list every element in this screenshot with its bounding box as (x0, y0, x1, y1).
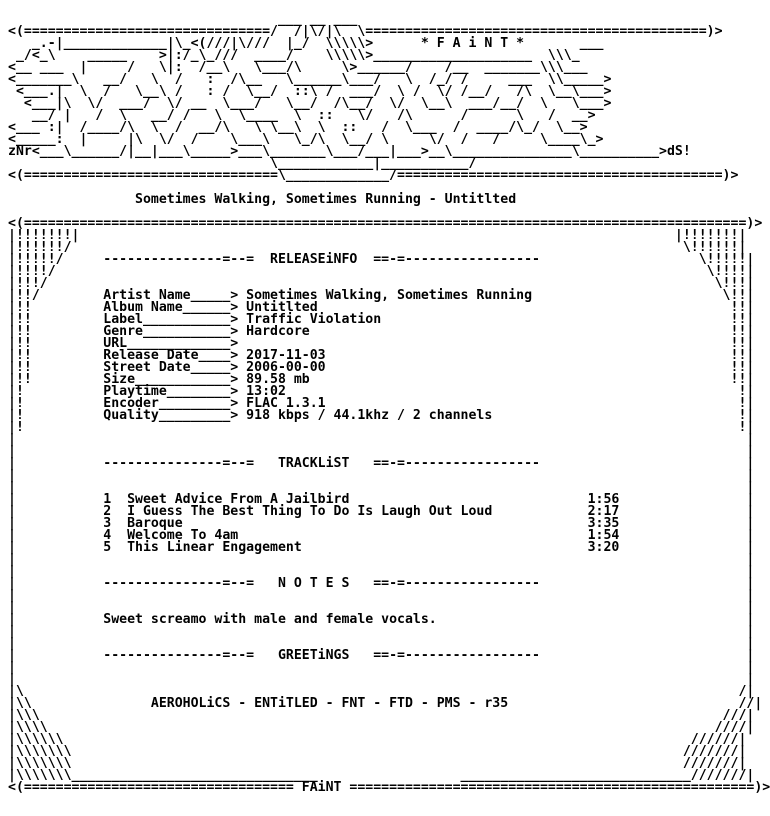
nfo-line: |!!!!/ \!!!!| (8, 264, 755, 279)
nfo-line: | 1 Sweet Advice From A Jailbird 1:56 | (8, 492, 755, 507)
nfo-line: |! Playtime________> 13:02 !| (8, 384, 755, 399)
nfo-line: Sometimes Walking, Sometimes Running - Untitlted (8, 192, 517, 207)
nfo-line: |!! Label___________> Traffic Violation !!| (8, 312, 755, 327)
nfo-line: | | (8, 588, 755, 603)
nfo-text (8, 14, 770, 794)
nfo-line: |!! Street Date_____> 2006-00-00 !!| (8, 360, 755, 375)
nfo-line: | ---------------=--= N O T E S ==-=----------------- | (8, 576, 755, 591)
nfo-line: | | (8, 432, 755, 447)
nfo-line: <(===========================================================================================)> (8, 216, 763, 231)
nfo-line: <___|\ \/ ___/ \/ __ \___/ \__/ /\__/ \/ \__\ ___/__/ \ \___> (8, 96, 612, 111)
nfo-line: \____________|___________/ (8, 156, 477, 171)
nfo-line: |\\\\\\ //////| (8, 732, 747, 747)
nfo-line: | | (8, 600, 755, 615)
nfo-line: <___.| \ / \__\ / : / \__/ ::\ / ___/ \ / \/ /__/ /\ \__\___> (8, 84, 612, 99)
nfo-line: <(================================\_____________/=========================================)> (8, 168, 739, 183)
nfo-line: |\\\\\\\ ///////| (8, 756, 747, 771)
nfo-line: | | (8, 636, 755, 651)
nfo-line: | ---------------=--= GREETiNGS ==-=----------------- | (8, 648, 755, 663)
nfo-line: | | (8, 444, 755, 459)
nfo-line: |\\\ ///| (8, 708, 755, 723)
nfo-line: | | (8, 480, 755, 495)
nfo-line: |!! Genre___________> Hardcore !!| (8, 324, 755, 339)
nfo-line: | | (8, 552, 755, 567)
nfo-line: <(================================== FAiNT ===================================================)> (8, 780, 770, 795)
nfo-line: |\\\\\\\_______________________________ _____________________________///////| (8, 768, 755, 783)
nfo-line: | | (8, 468, 755, 483)
nfo-line: |! !| (8, 420, 755, 435)
nfo-line: |!!!/ \!!!| (8, 276, 755, 291)
nfo-line: | | (8, 624, 755, 639)
nfo-line: | Sweet screamo with male and female vocals. | (8, 612, 755, 627)
nfo-line: |! Quality_________> 918 kbps / 44.1khz / 2 channels !| (8, 408, 755, 423)
nfo-line: |!!!!!!/ \!!!!!!| (8, 240, 747, 255)
nfo-line: |\\\\\\\ ///////| (8, 744, 747, 759)
nfo-line: |! Encoder_________> FLAC 1.3.1 !| (8, 396, 755, 411)
nfo-line: | ---------------=--= TRACKLiST ==-=----------------- | (8, 456, 755, 471)
nfo-line: <_______\ __/ \ / : /\__ \______\___/ \ /_/ / ___ \\_____> (8, 72, 612, 87)
nfo-line: ___ __ ___ (8, 12, 358, 27)
nfo-line: |!!!!!!!| |!!!!!!!| (8, 228, 747, 243)
nfo-line: |\\\\ ////| (8, 720, 755, 735)
nfo-line: |!! URL_____________> !!| (8, 336, 755, 351)
nfo-line: <___ :| /____/\ \ / __/\ \ \__\ \ :: / \___ / ____/\_/ \__> (8, 120, 588, 135)
nfo-line: |!! Album Name______> Untitlted !!| (8, 300, 755, 315)
nfo-line: | 3 Baroque 3:35 | (8, 516, 755, 531)
nfo-line: | 5 This Linear Engagement 3:20 | (8, 540, 755, 555)
nfo-line: <__ ___ | / \|: /__\ \___/\ \>______/ /__ _______\\\___ (8, 60, 588, 75)
nfo-line: | 4 Welcome To 4am 1:54 | (8, 528, 755, 543)
nfo-line: |\ /| (8, 684, 755, 699)
nfo-line: |!! Release Date____> 2017-11-03 !!| (8, 348, 755, 363)
nfo-line: _.-|_____________|\_<(///|\/// |_/ \\\\\> * F A i N T * ___ (8, 36, 604, 51)
nfo-line: | | (8, 564, 755, 579)
nfo-line: |\\ AEROHOLiCS - ENTiTLED - FNT - FTD - PMS - r35 //| (8, 696, 763, 711)
nfo-line: __/ | / \ __/ / \ \____ \ :: \/ /\ / \ / __> (8, 108, 596, 123)
nfo-line: |!! Size____________> 89.58 mb !!| (8, 372, 755, 387)
nfo-line: _/<_\ _____ >|:/_\_/// ____/ \\\\\>____________________ \\\_ (8, 48, 580, 63)
nfo-line: <(===============================/ /|\/|\ \===========================================)> (8, 24, 723, 39)
nfo-line: | | (8, 672, 755, 687)
nfo-line: | 2 I Guess The Best Thing To Do Is Laugh Out Loud 2:17 | (8, 504, 755, 519)
nfo-line: | | (8, 660, 755, 675)
nfo-line: |!!!!!/ ---------------=--= RELEASEiNFO ==-=----------------- \!!!!!| (8, 252, 755, 267)
nfo-line: <_____: | |\ \/ / \___\ \_/\ \__/ \ \/ / / \____\_> (8, 132, 604, 147)
nfo-line: |!!/ Artist Name_____> Sometimes Walking, Sometimes Running \!!| (8, 288, 755, 303)
nfo-line: zNr<___\______/|__|___\_____>___\_______\___/___|___>__\_______________\__________>dS! (8, 144, 691, 159)
